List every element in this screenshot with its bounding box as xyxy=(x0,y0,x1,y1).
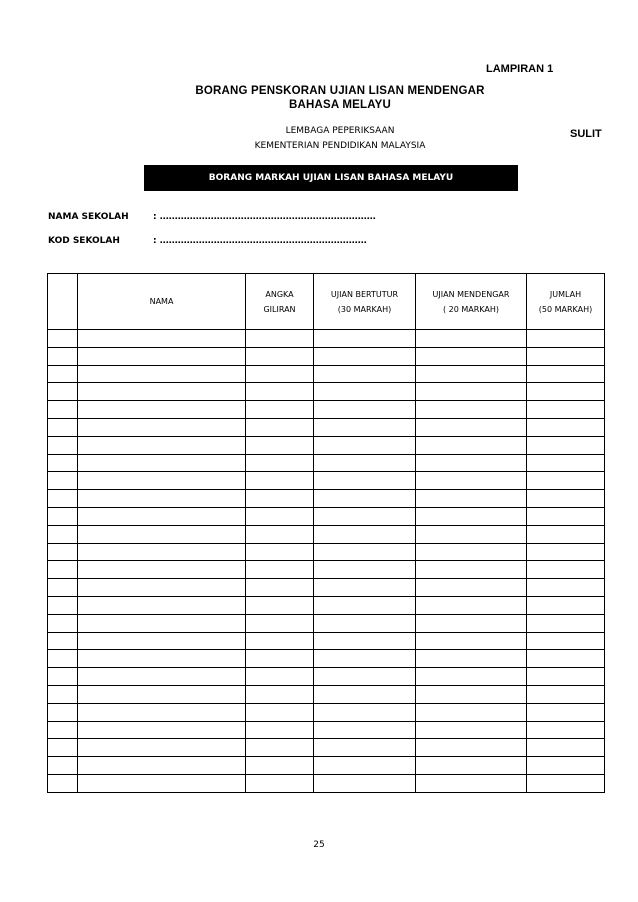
cell-name[interactable] xyxy=(78,632,246,650)
school-name-field[interactable]: : ……………………………………………………………… xyxy=(153,212,376,222)
cell-name[interactable] xyxy=(78,543,246,561)
table-row xyxy=(48,401,605,419)
cell-ujian-bertutur[interactable] xyxy=(314,739,416,757)
cell-jumlah[interactable] xyxy=(527,543,605,561)
table-row xyxy=(48,668,605,686)
cell-ujian-mendengar[interactable] xyxy=(416,490,527,508)
table-row xyxy=(48,525,605,543)
cell-jumlah[interactable] xyxy=(527,668,605,686)
cell-jumlah[interactable] xyxy=(527,703,605,721)
cell-angka-giliran[interactable] xyxy=(246,561,314,579)
cell-jumlah[interactable] xyxy=(527,774,605,792)
section-banner xyxy=(144,165,518,191)
cell-ujian-bertutur[interactable] xyxy=(314,561,416,579)
cell-ujian-mendengar[interactable] xyxy=(416,543,527,561)
form-title-line2: BAHASA MELAYU xyxy=(288,99,392,111)
cell-ujian-mendengar[interactable] xyxy=(416,436,527,454)
cell-ujian-bertutur[interactable] xyxy=(314,401,416,419)
cell-ujian-mendengar[interactable] xyxy=(416,454,527,472)
cell-angka-giliran[interactable] xyxy=(246,632,314,650)
cell-ujian-mendengar[interactable] xyxy=(416,525,527,543)
cell-ujian-mendengar[interactable] xyxy=(416,650,527,668)
cell-number[interactable] xyxy=(48,436,78,454)
cell-jumlah[interactable] xyxy=(527,330,605,348)
table-row xyxy=(48,543,605,561)
cell-name[interactable] xyxy=(78,525,246,543)
table-row xyxy=(48,721,605,739)
cell-ujian-mendengar[interactable] xyxy=(416,703,527,721)
form-title-line1: BORANG PENSKORAN UJIAN LISAN MENDENGAR xyxy=(195,85,485,97)
column-header-name: NAMA xyxy=(78,274,246,330)
cell-number[interactable] xyxy=(48,347,78,365)
table-row xyxy=(48,561,605,579)
table-row xyxy=(48,507,605,525)
cell-number[interactable] xyxy=(48,490,78,508)
cell-jumlah[interactable] xyxy=(527,454,605,472)
cell-name[interactable] xyxy=(78,650,246,668)
cell-angka-giliran[interactable] xyxy=(246,525,314,543)
cell-angka-giliran[interactable] xyxy=(246,774,314,792)
cell-ujian-mendengar[interactable] xyxy=(416,685,527,703)
cell-name[interactable] xyxy=(78,579,246,597)
cell-name[interactable] xyxy=(78,668,246,686)
cell-jumlah[interactable] xyxy=(527,596,605,614)
cell-number[interactable] xyxy=(48,543,78,561)
cell-number[interactable] xyxy=(48,507,78,525)
cell-ujian-bertutur[interactable] xyxy=(314,632,416,650)
cell-name[interactable] xyxy=(78,330,246,348)
cell-name[interactable] xyxy=(78,365,246,383)
cell-angka-giliran[interactable] xyxy=(246,436,314,454)
cell-name[interactable] xyxy=(78,472,246,490)
cell-ujian-bertutur[interactable] xyxy=(314,668,416,686)
cell-angka-giliran[interactable] xyxy=(246,507,314,525)
cell-jumlah[interactable] xyxy=(527,650,605,668)
score-table-body xyxy=(48,330,605,793)
table-row xyxy=(48,774,605,792)
table-row xyxy=(48,650,605,668)
cell-jumlah[interactable] xyxy=(527,525,605,543)
column-header-ujian-bertutur: UJIAN BERTUTUR (30 MARKAH) xyxy=(314,274,416,330)
cell-name[interactable] xyxy=(78,614,246,632)
cell-angka-giliran[interactable] xyxy=(246,614,314,632)
table-row xyxy=(48,365,605,383)
cell-name[interactable] xyxy=(78,757,246,775)
cell-number[interactable] xyxy=(48,472,78,490)
cell-ujian-mendengar[interactable] xyxy=(416,507,527,525)
cell-ujian-bertutur[interactable] xyxy=(314,650,416,668)
cell-angka-giliran[interactable] xyxy=(246,543,314,561)
cell-ujian-bertutur[interactable] xyxy=(314,454,416,472)
table-row xyxy=(48,703,605,721)
table-row xyxy=(48,596,605,614)
cell-name[interactable] xyxy=(78,774,246,792)
cell-ujian-mendengar[interactable] xyxy=(416,579,527,597)
table-row xyxy=(48,383,605,401)
cell-number[interactable] xyxy=(48,774,78,792)
cell-name[interactable] xyxy=(78,685,246,703)
score-table xyxy=(47,273,605,793)
cell-jumlah[interactable] xyxy=(527,685,605,703)
cell-name[interactable] xyxy=(78,454,246,472)
cell-number[interactable] xyxy=(48,365,78,383)
cell-ujian-bertutur[interactable] xyxy=(314,525,416,543)
cell-name[interactable] xyxy=(78,596,246,614)
cell-ujian-mendengar[interactable] xyxy=(416,330,527,348)
cell-ujian-mendengar[interactable] xyxy=(416,721,527,739)
cell-ujian-bertutur[interactable] xyxy=(314,436,416,454)
organization-line2: KEMENTERIAN PENDIDIKAN MALAYSIA xyxy=(254,141,426,151)
cell-angka-giliran[interactable] xyxy=(246,596,314,614)
cell-number[interactable] xyxy=(48,454,78,472)
cell-name[interactable] xyxy=(78,703,246,721)
table-row xyxy=(48,330,605,348)
cell-ujian-mendengar[interactable] xyxy=(416,668,527,686)
cell-jumlah[interactable] xyxy=(527,365,605,383)
cell-number[interactable] xyxy=(48,401,78,419)
cell-ujian-mendengar[interactable] xyxy=(416,632,527,650)
cell-number[interactable] xyxy=(48,330,78,348)
cell-ujian-bertutur[interactable] xyxy=(314,579,416,597)
cell-jumlah[interactable] xyxy=(527,507,605,525)
cell-name[interactable] xyxy=(78,436,246,454)
cell-ujian-bertutur[interactable] xyxy=(314,507,416,525)
table-row xyxy=(48,490,605,508)
cell-angka-giliran[interactable] xyxy=(246,721,314,739)
cell-jumlah[interactable] xyxy=(527,614,605,632)
cell-ujian-mendengar[interactable] xyxy=(416,383,527,401)
cell-number[interactable] xyxy=(48,561,78,579)
cell-ujian-mendengar[interactable] xyxy=(416,365,527,383)
cell-number[interactable] xyxy=(48,668,78,686)
table-header-row xyxy=(48,274,605,330)
cell-angka-giliran[interactable] xyxy=(246,365,314,383)
cell-ujian-bertutur[interactable] xyxy=(314,703,416,721)
table-row xyxy=(48,418,605,436)
cell-ujian-mendengar[interactable] xyxy=(416,418,527,436)
cell-jumlah[interactable] xyxy=(527,490,605,508)
cell-name[interactable] xyxy=(78,418,246,436)
cell-name[interactable] xyxy=(78,507,246,525)
cell-number[interactable] xyxy=(48,632,78,650)
cell-name[interactable] xyxy=(78,383,246,401)
section-banner-text: BORANG MARKAH UJIAN LISAN BAHASA MELAYU xyxy=(208,173,454,183)
cell-number[interactable] xyxy=(48,757,78,775)
cell-angka-giliran[interactable] xyxy=(246,490,314,508)
table-row xyxy=(48,632,605,650)
cell-ujian-mendengar[interactable] xyxy=(416,596,527,614)
cell-number[interactable] xyxy=(48,703,78,721)
cell-ujian-mendengar[interactable] xyxy=(416,614,527,632)
table-row xyxy=(48,472,605,490)
cell-number[interactable] xyxy=(48,579,78,597)
table-row xyxy=(48,739,605,757)
cell-angka-giliran[interactable] xyxy=(246,579,314,597)
column-header-angka-giliran: ANGKA GILIRAN xyxy=(246,274,314,330)
cell-ujian-bertutur[interactable] xyxy=(314,490,416,508)
school-code-label: KOD SEKOLAH xyxy=(48,236,120,246)
cell-jumlah[interactable] xyxy=(527,383,605,401)
cell-angka-giliran[interactable] xyxy=(246,685,314,703)
cell-number[interactable] xyxy=(48,721,78,739)
cell-name[interactable] xyxy=(78,401,246,419)
cell-jumlah[interactable] xyxy=(527,579,605,597)
cell-jumlah[interactable] xyxy=(527,436,605,454)
cell-number[interactable] xyxy=(48,614,78,632)
cell-ujian-bertutur[interactable] xyxy=(314,347,416,365)
cell-jumlah[interactable] xyxy=(527,401,605,419)
cell-ujian-mendengar[interactable] xyxy=(416,739,527,757)
cell-ujian-bertutur[interactable] xyxy=(314,685,416,703)
cell-jumlah[interactable] xyxy=(527,739,605,757)
table-row xyxy=(48,614,605,632)
table-row xyxy=(48,347,605,365)
form-title xyxy=(150,84,530,112)
cell-name[interactable] xyxy=(78,739,246,757)
cell-angka-giliran[interactable] xyxy=(246,757,314,775)
cell-name[interactable] xyxy=(78,721,246,739)
cell-angka-giliran[interactable] xyxy=(246,650,314,668)
table-row xyxy=(48,436,605,454)
cell-ujian-bertutur[interactable] xyxy=(314,472,416,490)
cell-ujian-bertutur[interactable] xyxy=(314,365,416,383)
cell-ujian-bertutur[interactable] xyxy=(314,774,416,792)
cell-ujian-mendengar[interactable] xyxy=(416,774,527,792)
cell-number[interactable] xyxy=(48,650,78,668)
cell-angka-giliran[interactable] xyxy=(246,330,314,348)
column-header-number xyxy=(48,274,78,330)
cell-name[interactable] xyxy=(78,347,246,365)
cell-jumlah[interactable] xyxy=(527,347,605,365)
cell-jumlah[interactable] xyxy=(527,418,605,436)
cell-ujian-bertutur[interactable] xyxy=(314,596,416,614)
lampiran-label: LAMPIRAN 1 xyxy=(486,63,554,75)
cell-angka-giliran[interactable] xyxy=(246,703,314,721)
cell-ujian-mendengar[interactable] xyxy=(416,347,527,365)
cell-ujian-bertutur[interactable] xyxy=(314,757,416,775)
table-row xyxy=(48,757,605,775)
organization-line1: LEMBAGA PEPERIKSAAN xyxy=(285,126,395,136)
cell-number[interactable] xyxy=(48,596,78,614)
cell-jumlah[interactable] xyxy=(527,472,605,490)
cell-ujian-mendengar[interactable] xyxy=(416,472,527,490)
cell-jumlah[interactable] xyxy=(527,757,605,775)
cell-ujian-mendengar[interactable] xyxy=(416,561,527,579)
page-number: 25 xyxy=(313,840,325,850)
cell-angka-giliran[interactable] xyxy=(246,739,314,757)
cell-ujian-bertutur[interactable] xyxy=(314,543,416,561)
column-header-jumlah: JUMLAH (50 MARKAH) xyxy=(527,274,605,330)
column-header-ujian-mendengar: UJIAN MENDENGAR ( 20 MARKAH) xyxy=(416,274,527,330)
cell-angka-giliran[interactable] xyxy=(246,383,314,401)
school-code-field[interactable]: : …………………………………………………………… xyxy=(153,236,367,246)
cell-number[interactable] xyxy=(48,525,78,543)
cell-number[interactable] xyxy=(48,418,78,436)
cell-ujian-bertutur[interactable] xyxy=(314,383,416,401)
organization-block xyxy=(150,124,530,154)
table-row xyxy=(48,579,605,597)
classification-label: SULIT xyxy=(570,128,602,140)
table-row xyxy=(48,454,605,472)
cell-number[interactable] xyxy=(48,383,78,401)
cell-angka-giliran[interactable] xyxy=(246,347,314,365)
cell-angka-giliran[interactable] xyxy=(246,418,314,436)
cell-angka-giliran[interactable] xyxy=(246,668,314,686)
cell-ujian-bertutur[interactable] xyxy=(314,330,416,348)
cell-name[interactable] xyxy=(78,490,246,508)
cell-ujian-bertutur[interactable] xyxy=(314,721,416,739)
cell-ujian-bertutur[interactable] xyxy=(314,418,416,436)
school-name-label: NAMA SEKOLAH xyxy=(48,212,129,222)
cell-ujian-bertutur[interactable] xyxy=(314,614,416,632)
cell-jumlah[interactable] xyxy=(527,721,605,739)
cell-ujian-mendengar[interactable] xyxy=(416,757,527,775)
cell-angka-giliran[interactable] xyxy=(246,454,314,472)
cell-number[interactable] xyxy=(48,739,78,757)
cell-angka-giliran[interactable] xyxy=(246,401,314,419)
cell-number[interactable] xyxy=(48,685,78,703)
cell-angka-giliran[interactable] xyxy=(246,472,314,490)
cell-name[interactable] xyxy=(78,561,246,579)
table-row xyxy=(48,685,605,703)
cell-jumlah[interactable] xyxy=(527,561,605,579)
cell-jumlah[interactable] xyxy=(527,632,605,650)
cell-ujian-mendengar[interactable] xyxy=(416,401,527,419)
